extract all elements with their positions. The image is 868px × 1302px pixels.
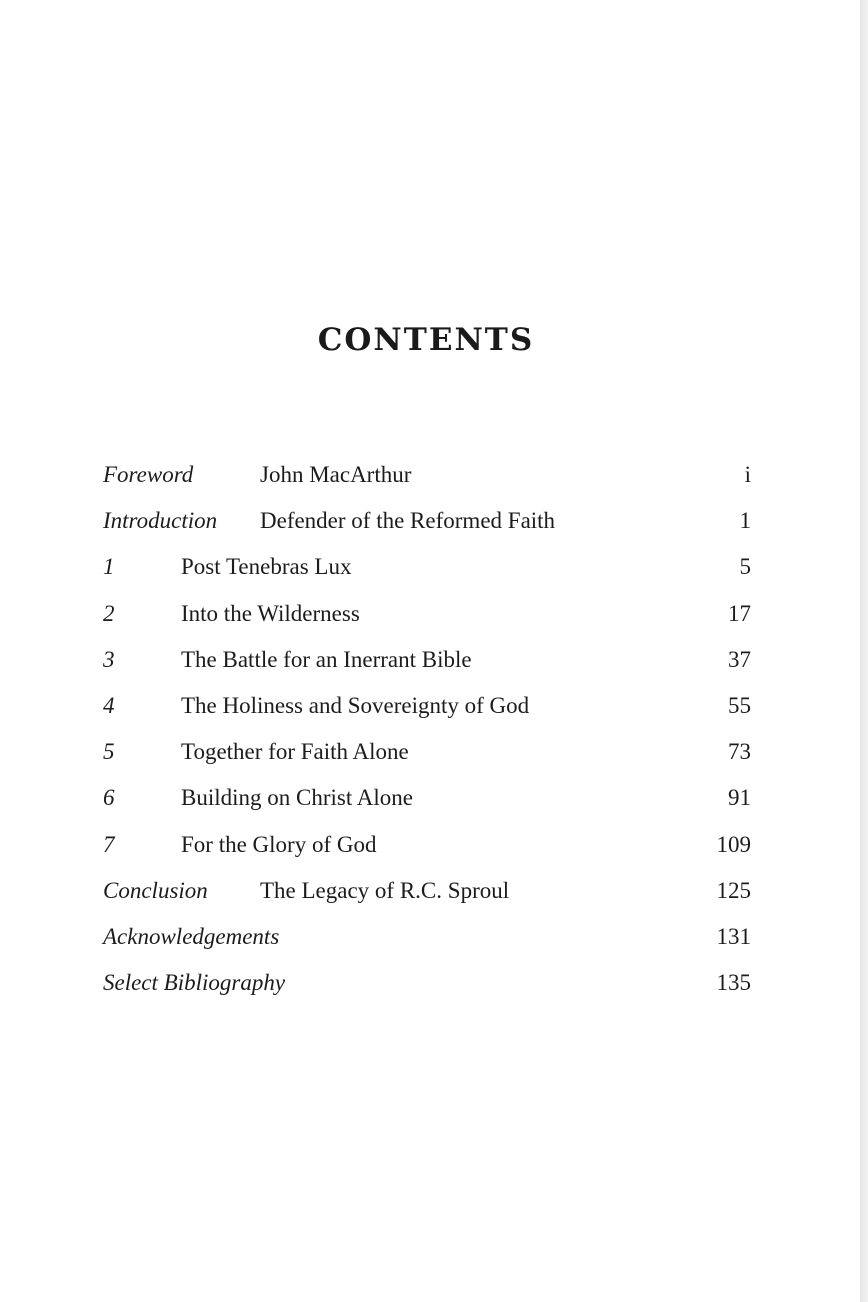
entry-label: Introduction (103, 508, 218, 534)
toc-entry-acknowledgements[interactable] (103, 922, 751, 968)
entry-page-number: 1 (739, 508, 751, 534)
toc-entry-introduction[interactable] (103, 506, 751, 552)
entry-page-number: 5 (739, 554, 751, 580)
entry-title: The Battle for an Inerrant Bible (181, 646, 472, 672)
entry-page-number: 37 (728, 646, 751, 672)
toc-entry-chapter-6[interactable] (103, 783, 751, 829)
table-of-contents (103, 460, 751, 1014)
chapter-number: 5 (103, 739, 115, 765)
entry-title: Into the Wilderness (181, 600, 360, 626)
entry-title: The Legacy of R.C. Sproul (260, 877, 510, 903)
entry-title: Building on Christ Alone (181, 785, 413, 811)
entry-page-number: i (744, 462, 751, 487)
entry-title: For the Glory of God (181, 831, 377, 857)
entry-title: The Holiness and Sovereignty of God (181, 692, 530, 718)
entry-title: Together for Faith Alone (181, 739, 409, 765)
page-edge (860, 0, 868, 1302)
contents-heading: CONTENTS (317, 322, 535, 358)
entry-label: Acknowledgements (103, 923, 280, 949)
chapter-number: 1 (103, 554, 115, 580)
chapter-number: 3 (103, 646, 115, 672)
chapter-number: 4 (103, 692, 115, 718)
entry-label: Foreword (103, 462, 194, 487)
toc-entry-chapter-2[interactable] (103, 599, 751, 645)
entry-page-number: 73 (728, 739, 751, 765)
toc-entry-chapter-1[interactable] (103, 552, 751, 598)
entry-label: Conclusion (103, 877, 208, 903)
entry-label: Select Bibliography (103, 970, 286, 996)
toc-entry-chapter-3[interactable] (103, 645, 751, 691)
chapter-number: 2 (103, 600, 115, 626)
toc-entry-foreword[interactable] (103, 460, 751, 506)
entry-title: Defender of the Reformed Faith (260, 508, 556, 534)
entry-page-number: 135 (716, 970, 751, 996)
entry-title: Post Tenebras Lux (181, 554, 352, 580)
toc-entry-chapter-4[interactable] (103, 691, 751, 737)
toc-entry-chapter-7[interactable] (103, 830, 751, 876)
chapter-number: 6 (103, 785, 115, 811)
entry-page-number: 55 (728, 692, 751, 718)
entry-page-number: 17 (728, 600, 751, 626)
chapter-number: 7 (103, 831, 115, 857)
entry-title: John MacArthur (260, 462, 412, 487)
entry-page-number: 91 (728, 785, 751, 811)
entry-page-number: 125 (716, 877, 751, 903)
toc-entry-chapter-5[interactable] (103, 737, 751, 783)
toc-entry-bibliography[interactable] (103, 968, 751, 1014)
entry-page-number: 109 (716, 831, 751, 857)
entry-page-number: 131 (716, 923, 751, 949)
toc-entry-conclusion[interactable] (103, 876, 751, 922)
